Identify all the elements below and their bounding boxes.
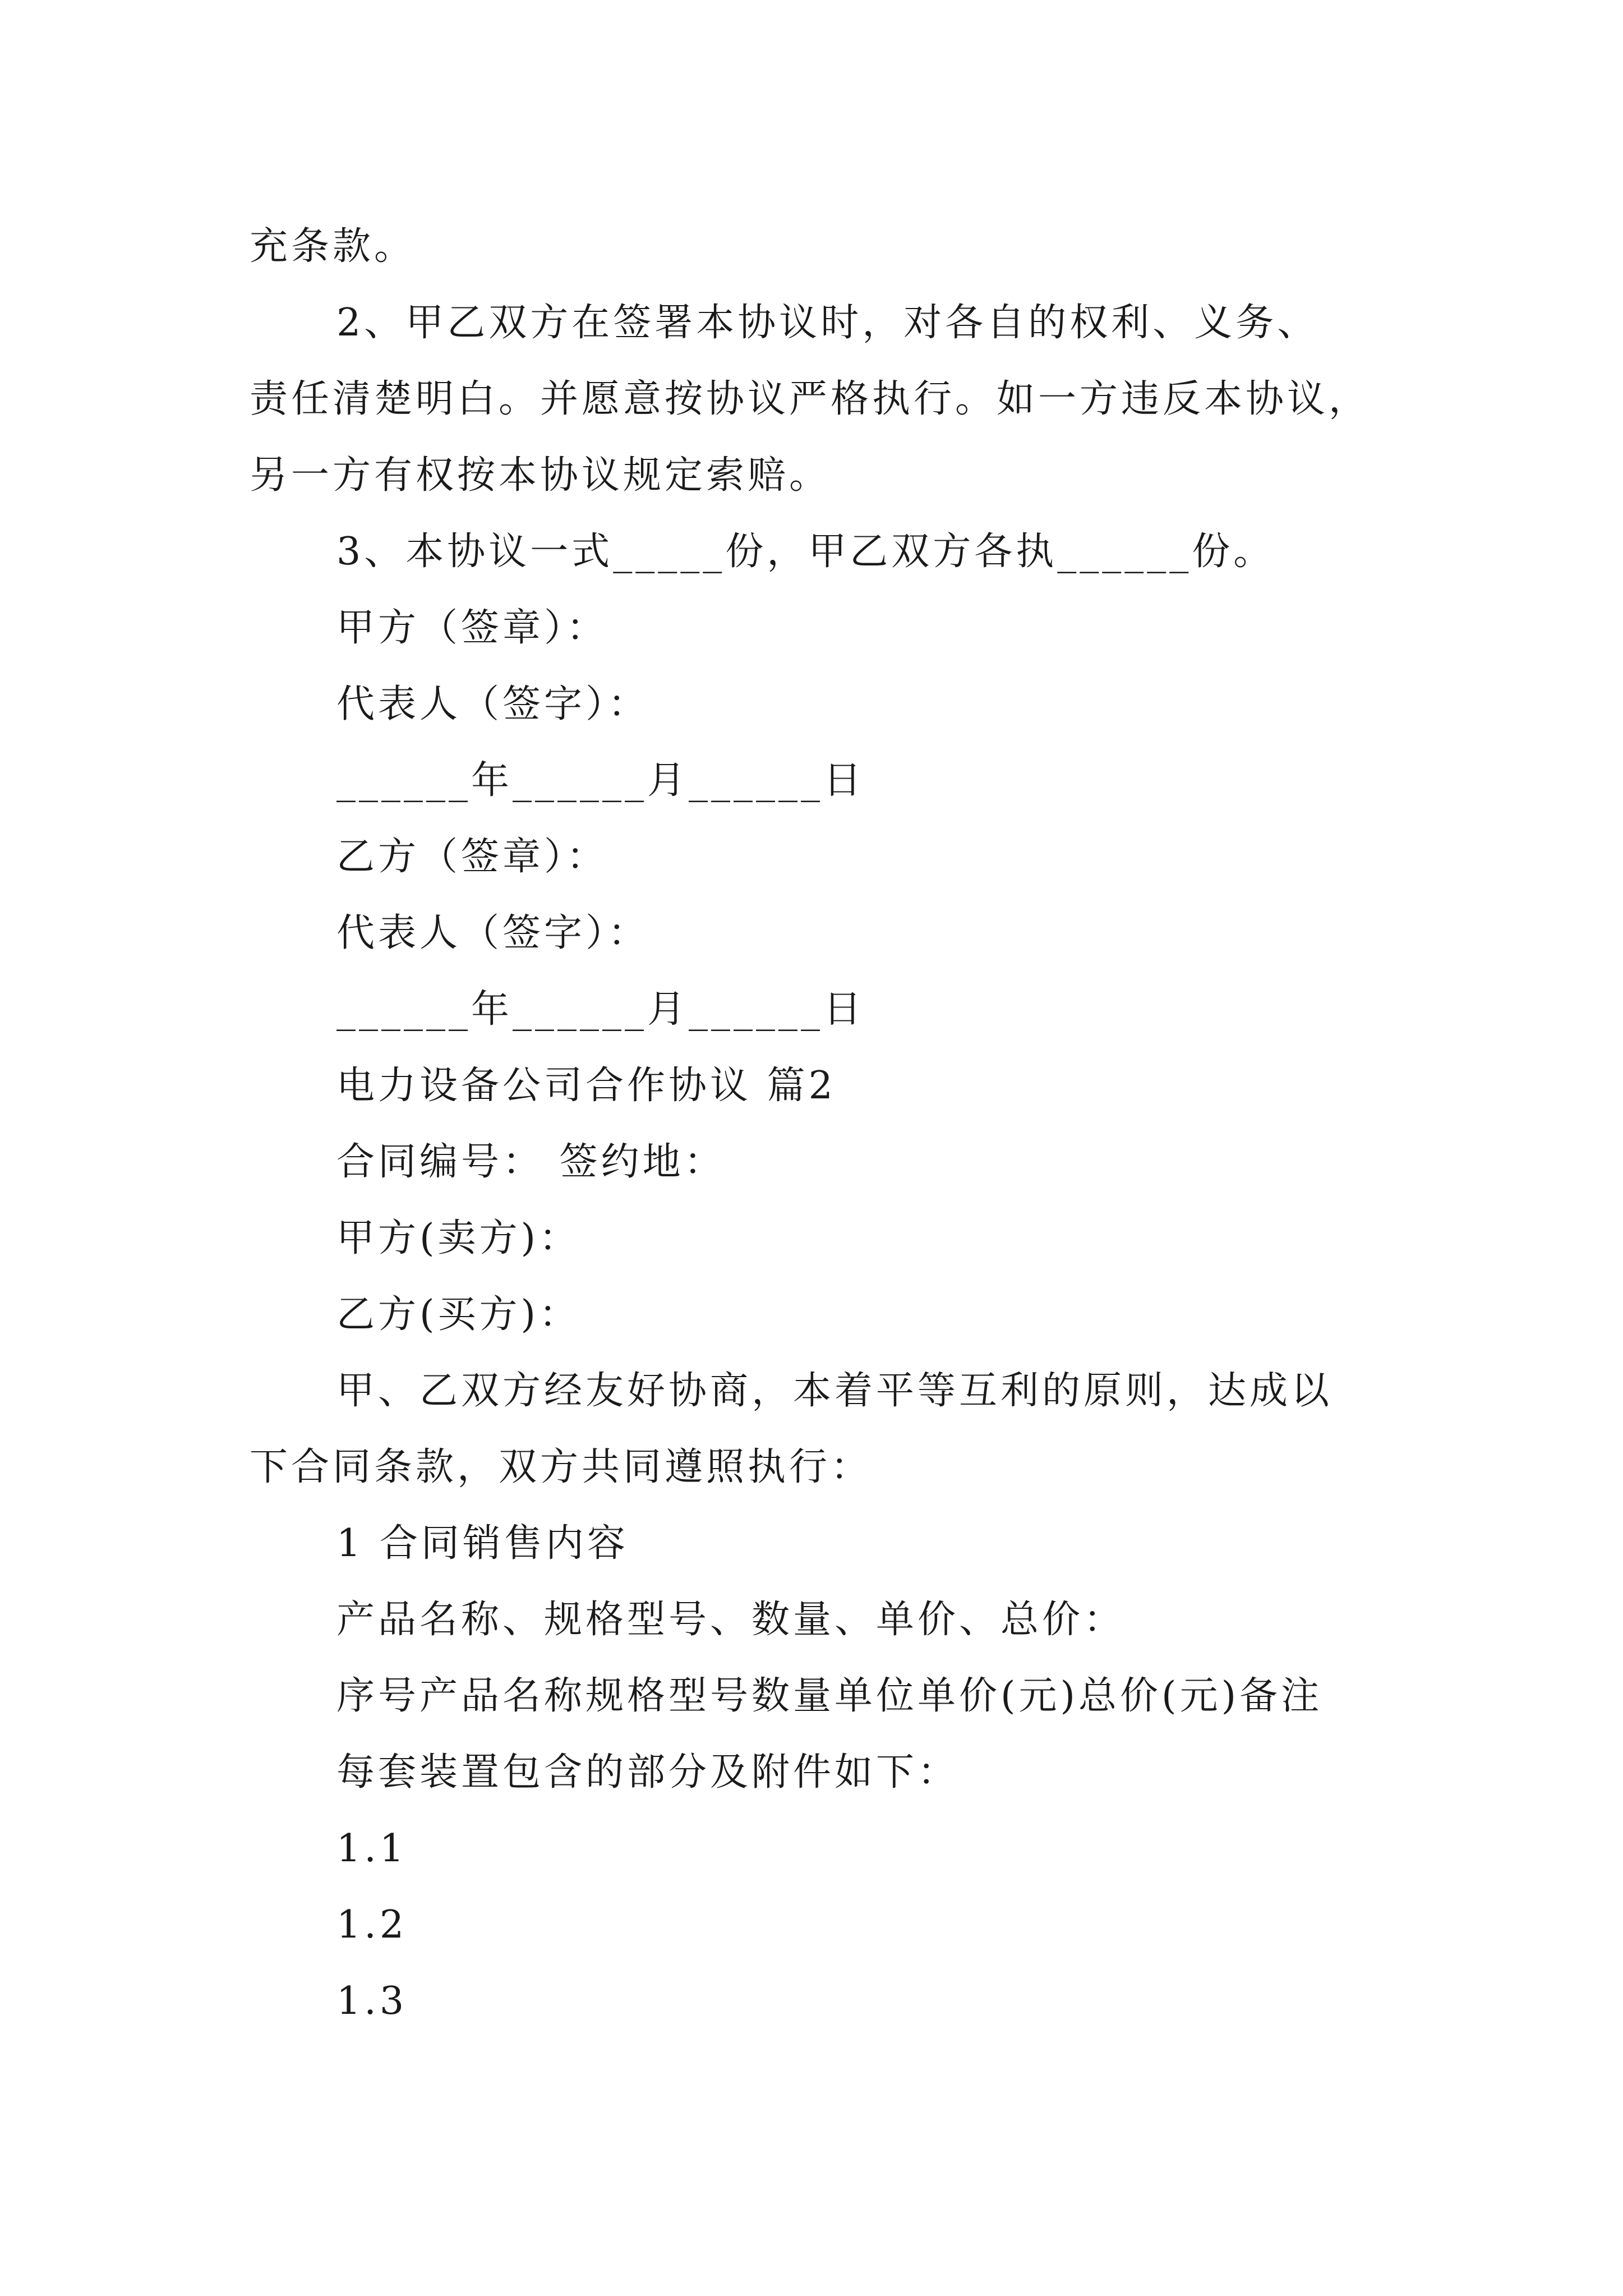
text-line: 甲、乙双方经友好协商，本着平等互利的原则，达成以 (336, 1369, 1333, 1413)
text-line: 责任清楚明白。并愿意按协议严格执行。如一方违反本协议， (250, 377, 1371, 421)
text-line: 甲方（签章）： (336, 606, 608, 650)
text-line: 每套装置包含的部分及附件如下： (336, 1750, 960, 1795)
text-line: 代表人（签字）： (336, 682, 650, 726)
text-line: 合同编号： 签约地： (336, 1140, 726, 1184)
text-line: 下合同条款，双方共同遵照执行： (250, 1445, 873, 1489)
text-line: 另一方有权按本协议规定索赔。 (250, 453, 831, 498)
text-line: 3、本协议一式_____份，甲乙双方各执______份。 (336, 530, 1275, 574)
text-line: 2、甲乙双方在签署本协议时，对各自的权利、义务、 (336, 301, 1319, 345)
text-line: 1.2 (336, 1903, 408, 1947)
text-line: ______年______月______日 (336, 758, 865, 803)
text-line: 产品名称、规格型号、数量、单价、总价： (336, 1598, 1126, 1642)
text-line: 甲方(卖方)： (336, 1216, 581, 1260)
text-line: 代表人（签字）： (336, 911, 650, 955)
text-line: 1.1 (336, 1826, 408, 1871)
text-line: 乙方（签章）： (336, 835, 608, 879)
text-line: 序号产品名称规格型号数量单位单价(元)总价(元)备注 (336, 1674, 1323, 1718)
section-heading: 电力设备公司合作协议 篇2 (336, 1064, 836, 1108)
text-line: 乙方(买方)： (336, 1292, 581, 1337)
text-line: 1.3 (336, 1979, 408, 2023)
text-line: 1 合同销售内容 (336, 1521, 629, 1566)
text-line: 充条款。 (250, 224, 416, 269)
text-line: ______年______月______日 (336, 987, 865, 1032)
